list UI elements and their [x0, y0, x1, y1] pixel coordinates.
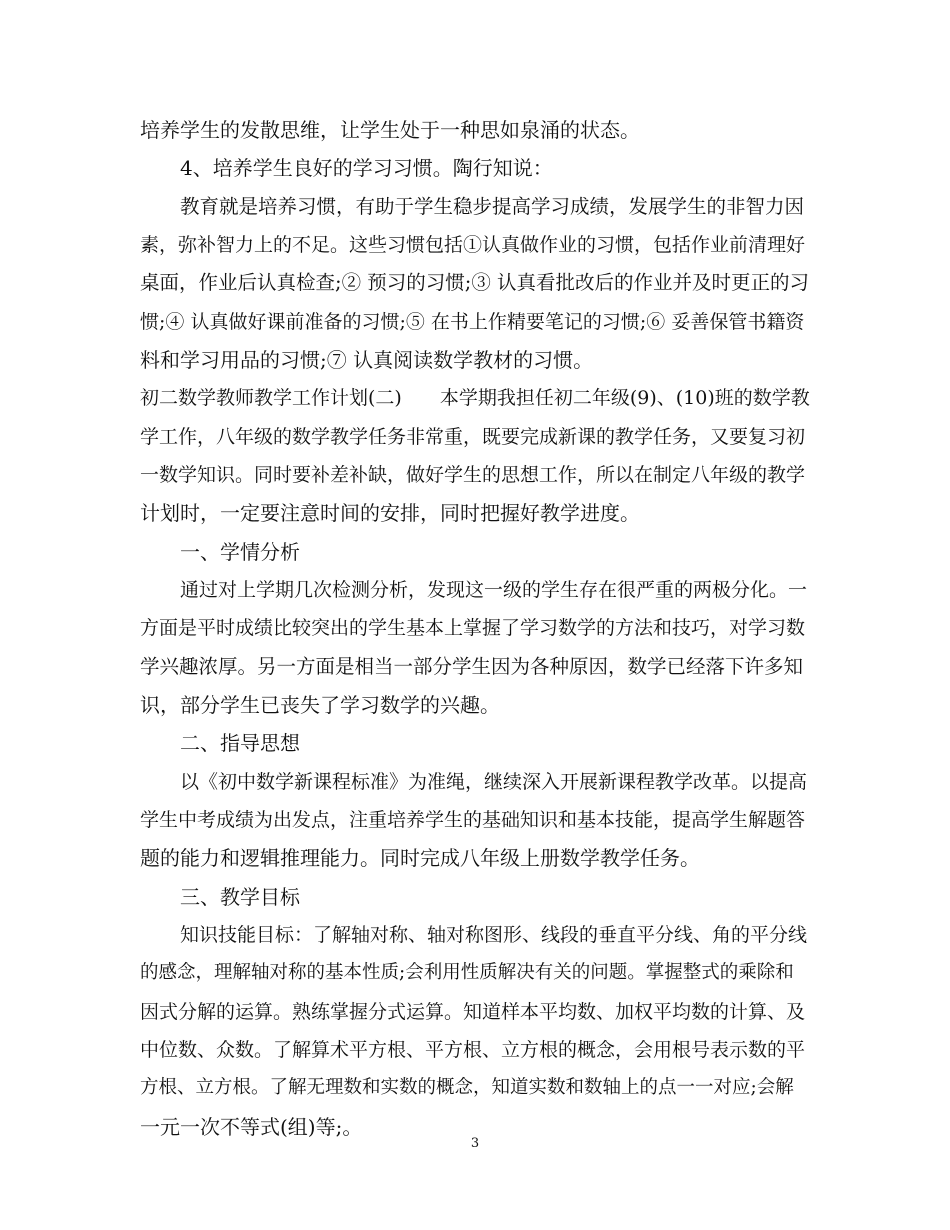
- text-line: 计划时，一定要注意时间的安排，同时把握好教学进度。: [140, 501, 640, 525]
- text-line: 以《初中数学新课程标准》为准绳，继续深入开展新课程教学改革。以提高: [180, 771, 808, 793]
- text-line: 料和学习用品的习惯;⑦ 认真阅读数学教材的习惯。: [140, 348, 594, 372]
- text-line: 中位数、众数。了解算术平方根、平方根、立方根的概念，会用根号表示数的平: [140, 1039, 806, 1061]
- text-line: 知识技能目标：了解轴对称、轴对称图形、线段的垂直平分线、角的平分线: [180, 924, 808, 946]
- section-title-line: 初二数学教师教学工作计划(二) 本学期我担任初二年级(9)、(10)班的数学教: [140, 387, 810, 409]
- text-line: 一数学知识。同时要补差补缺，做好学生的思想工作，所以在制定八年级的教学: [140, 464, 806, 486]
- text-line: 培养学生的发散思维，让学生处于一种思如泉涌的状态。: [140, 118, 640, 142]
- section-heading: 一、学情分析: [180, 540, 300, 564]
- page-number: 3: [470, 1136, 480, 1151]
- text-line: 识，部分学生已丧失了学习数学的兴趣。: [140, 693, 500, 717]
- text-line: 素，弥补智力上的不足。这些习惯包括①认真做作业的习惯，包括作业前清理好: [140, 234, 806, 256]
- text-line: 一元一次不等式(组)等;。: [140, 1115, 363, 1139]
- section-heading: 二、指导思想: [180, 731, 300, 755]
- text-line: 学生中考成绩为出发点，注重培养学生的基础知识和基本技能，提高学生解题答: [140, 809, 806, 831]
- text-line: 方根、立方根。了解无理数和实数的概念，知道实数和数轴上的点一一对应;会解: [140, 1077, 794, 1098]
- text-line: 惯;④ 认真做好课前准备的习惯;⑤ 在书上作精要笔记的习惯;⑥ 妥善保管书籍资: [140, 311, 805, 333]
- text-line: 题的能力和逻辑推理能力。同时完成八年级上册数学教学任务。: [140, 846, 700, 870]
- text-line: 方面是平时成绩比较突出的学生基本上掌握了学习数学的方法和技巧，对学习数: [140, 617, 806, 639]
- text-line: 学工作，八年级的数学教学任务非常重，既要完成新课的教学任务，又要复习初: [140, 426, 806, 448]
- text-line: 教育就是培养习惯，有助于学生稳步提高学习成绩，发展学生的非智力因: [180, 195, 805, 218]
- text-line: 通过对上学期几次检测分析，发现这一级的学生存在很严重的两极分化。一: [180, 579, 808, 601]
- text-line: 4、培养学生良好的学习习惯。陶行知说：: [180, 156, 553, 180]
- text-line: 因式分解的运算。熟练掌握分式运算。知道样本平均数、加权平均数的计算、及: [140, 1001, 806, 1023]
- section-heading: 三、教学目标: [180, 885, 300, 909]
- text-line: 的感念，理解轴对称的基本性质;会利用性质解决有关的问题。掌握整式的乘除和: [140, 962, 794, 983]
- text-line: 桌面，作业后认真检查;② 预习的习惯;③ 认真看批改后的作业并及时更正的习: [140, 271, 810, 294]
- text-line: 学兴趣浓厚。另一方面是相当一部分学生因为各种原因，数学已经落下许多知: [140, 655, 804, 678]
